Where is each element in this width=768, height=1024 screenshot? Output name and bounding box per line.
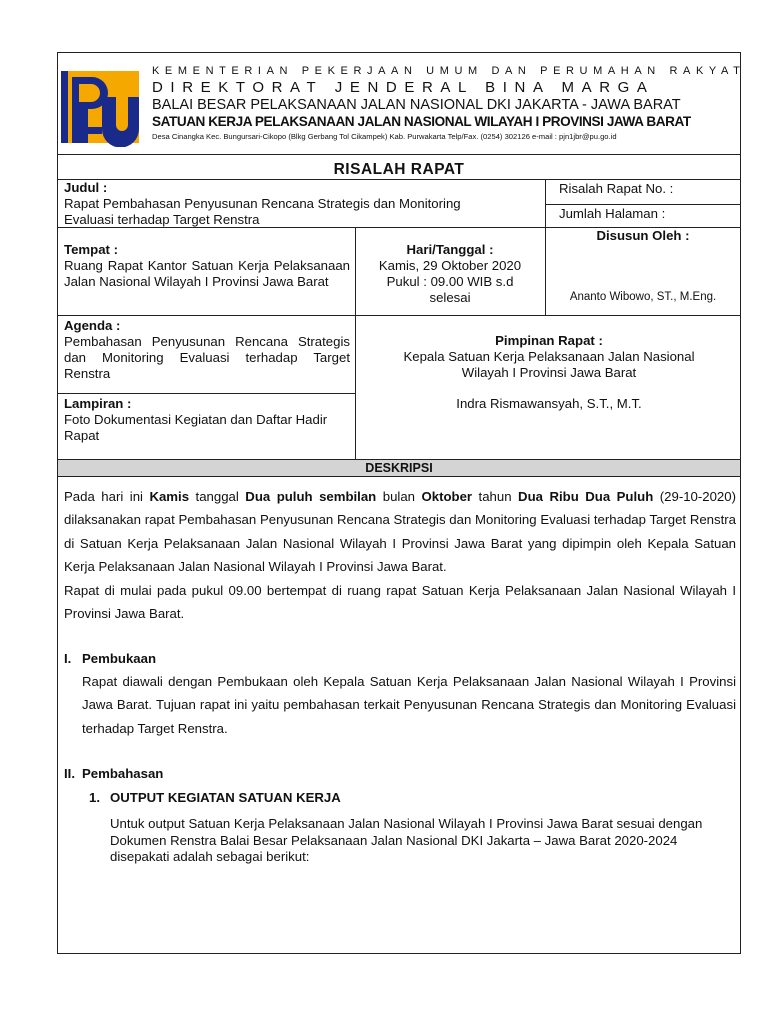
disusun-label: Disusun Oleh : — [596, 228, 690, 243]
deskripsi-body — [64, 485, 736, 625]
text: Kamis — [149, 489, 190, 504]
jumlah-halaman-label: Jumlah Halaman : — [559, 206, 666, 221]
divider — [545, 204, 740, 205]
disusun-value: Ananto Wibowo, ST., M.Eng. — [569, 291, 717, 303]
document-frame — [57, 52, 746, 954]
pu-logo-icon — [58, 67, 142, 147]
risalah-no-label: Risalah Rapat No. : — [559, 181, 674, 196]
hari-value: Kamis, 29 Oktober 2020 — [378, 258, 522, 273]
divider — [58, 393, 355, 394]
judul-value: Rapat Pembahasan Penyusunan Rencana Strategis dan Monitoring Evaluasi terhadap Target Renstra — [64, 196, 461, 227]
section-2-number: II. — [64, 766, 75, 781]
tempat-label: Tempat : — [64, 242, 118, 257]
pimpinan-name: Indra Rismawansyah, S.T., M.T. — [456, 396, 642, 411]
text: Dua puluh sembilan — [245, 489, 377, 504]
lampiran-value: Foto Dokumentasi Kegiatan dan Daftar Hadir Rapat — [64, 412, 328, 443]
title-divider — [58, 179, 740, 180]
text: (29-10-2020) dilaksanakan rapat Pembahasan Penyusunan Rencana Strategis dan Monitoring Evaluasi terhadap Target Renstra di Satuan Kerja Pelaksanaan Jalan Nasional Wilayah I Provinsi Jawa Barat yang dipimpin oleh Kepala Satuan Kerja Pelaksanaan Jalan Nasional Wilayah I Provinsi Jawa Barat. — [64, 489, 736, 575]
agenda-label: Agenda : — [64, 318, 121, 333]
office-address: Desa Cinangka Kec. Bungursari-Cikopo (Blkg Gerbang Tol Cikampek) Kab. Purwakarta Telp/Fax. (0254) 302126 e-mail : pjn1jbr@pu.go.id — [152, 132, 617, 141]
subsection-1-number: 1. — [89, 790, 100, 805]
paragraph-start-time: Rapat di mulai pada pukul 09.00 bertempat di ruang rapat Satuan Kerja Pelaksanaan Jalan Nasional Wilayah I Provinsi Jawa Barat. — [64, 582, 736, 622]
directorate-name: DIREKTORAT JENDERAL BINA MARGA — [152, 79, 655, 96]
text: Pada hari ini — [64, 489, 150, 504]
header-divider — [58, 154, 740, 155]
text: tanggal — [189, 489, 246, 504]
ministry-name: KEMENTERIAN PEKERJAAN UMUM DAN PERUMAHAN RAKYAT — [152, 65, 746, 77]
document-title: RISALAH RAPAT — [333, 161, 465, 178]
section-1-text: Rapat diawali dengan Pembukaan oleh Kepala Satuan Kerja Pelaksanaan Jalan Nasional Wilayah I Provinsi Jawa Barat. Tujuan rapat ini yaitu pembahasan terkait Penyusunan Rencana Strategis dan Monitoring Evaluasi terhadap Target Renstra. — [82, 674, 736, 736]
paragraph-opening — [64, 485, 736, 579]
divider — [545, 227, 546, 315]
judul-label: Judul : — [64, 180, 108, 195]
divider — [355, 227, 356, 459]
text: Oktober — [421, 489, 473, 504]
section-1-title: Pembukaan — [82, 651, 157, 666]
lampiran-label: Lampiran : — [64, 396, 132, 411]
divider — [58, 315, 740, 316]
tempat-value: Ruang Rapat Kantor Satuan Kerja Pelaksanaan Jalan Nasional Wilayah I Provinsi Jawa Barat — [64, 258, 350, 289]
text: bulan — [376, 489, 422, 504]
pimpinan-value: Kepala Satuan Kerja Pelaksanaan Jalan Nasional Wilayah I Provinsi Jawa Barat — [403, 349, 695, 380]
agenda-value: Pembahasan Penyusunan Rencana Strategis dan Monitoring Evaluasi terhadap Target Renstra — [64, 334, 350, 381]
letterhead — [152, 65, 746, 141]
text: tahun — [472, 489, 519, 504]
deskripsi-header: DESKRIPSI — [58, 459, 740, 477]
pukul-value: Pukul : 09.00 WIB s.d — [386, 274, 514, 289]
subsection-1-title: OUTPUT KEGIATAN SATUAN KERJA — [110, 790, 341, 805]
balai-name: BALAI BESAR PELAKSANAAN JALAN NASIONAL DKI JAKARTA - JAWA BARAT — [152, 97, 681, 113]
satker-name: SATUAN KERJA PELAKSANAAN JALAN NASIONAL WILAYAH I PROVINSI JAWA BARAT — [152, 114, 691, 129]
selesai-value: selesai — [429, 290, 471, 305]
subsection-1-text: Untuk output Satuan Kerja Pelaksanaan Jalan Nasional Wilayah I Provinsi Jawa Barat sesuai dengan Dokumen Renstra Balai Besar Pelaksanaan Jalan Nasional DKI Jakarta – Jawa Barat 2020-2024 disepakati adalah sebagai berikut: — [110, 816, 703, 864]
section-2-title: Pembahasan — [82, 766, 164, 781]
pimpinan-label: Pimpinan Rapat : — [495, 333, 603, 348]
section-1-number: I. — [64, 651, 72, 666]
divider — [545, 179, 546, 227]
hari-label: Hari/Tanggal : — [406, 242, 494, 257]
text: Dua Ribu Dua Puluh — [518, 489, 654, 504]
